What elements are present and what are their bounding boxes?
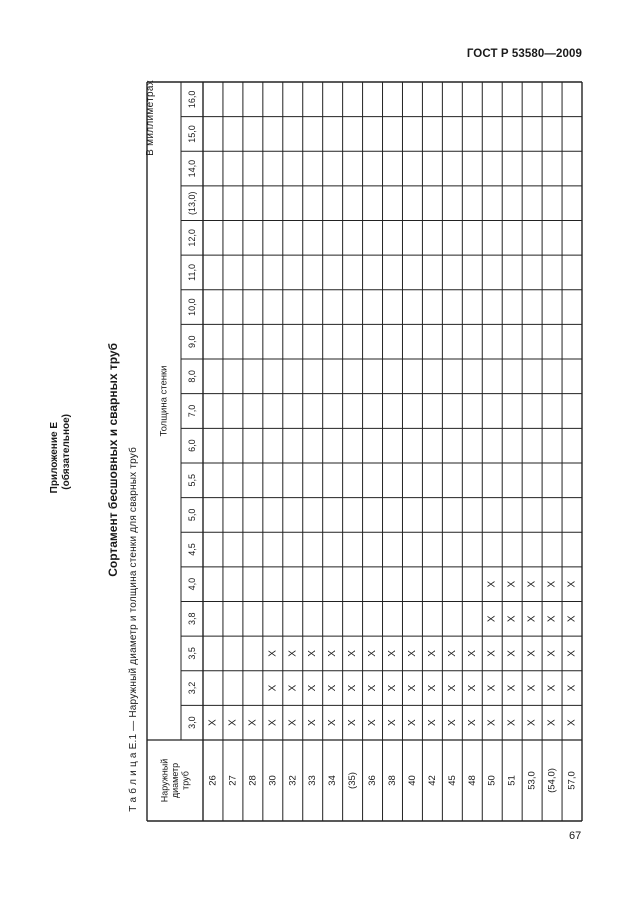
availability-mark: X bbox=[526, 684, 538, 692]
availability-mark: X bbox=[446, 719, 458, 727]
availability-mark: X bbox=[426, 650, 438, 657]
availability-mark: X bbox=[327, 684, 339, 692]
thickness-label: 12,0 bbox=[187, 229, 197, 247]
availability-mark: X bbox=[566, 650, 578, 657]
availability-mark: X bbox=[367, 650, 379, 657]
availability-mark: X bbox=[347, 719, 359, 727]
diameter-label: 57,0 bbox=[566, 771, 578, 790]
availability-mark: X bbox=[406, 719, 418, 727]
availability-mark: X bbox=[566, 580, 578, 588]
availability-mark: X bbox=[526, 580, 538, 588]
availability-mark: X bbox=[506, 719, 518, 727]
thickness-label: 8,0 bbox=[187, 370, 197, 383]
diameter-label: 28 bbox=[247, 775, 259, 786]
availability-mark: X bbox=[287, 684, 299, 692]
availability-mark: X bbox=[466, 650, 478, 657]
thickness-label: 14,0 bbox=[187, 159, 197, 178]
thickness-label: 3,2 bbox=[187, 681, 197, 695]
availability-mark: X bbox=[406, 684, 418, 692]
availability-mark: X bbox=[506, 650, 518, 657]
thickness-label: 4,0 bbox=[187, 577, 197, 591]
diameter-label: 27 bbox=[227, 775, 239, 786]
availability-mark: X bbox=[506, 615, 518, 623]
availability-mark: X bbox=[367, 719, 379, 727]
availability-mark: X bbox=[207, 719, 219, 727]
thickness-label: 6,0 bbox=[187, 439, 197, 452]
availability-mark: X bbox=[466, 684, 478, 692]
table-header bbox=[159, 91, 198, 803]
thickness-label: 9,0 bbox=[187, 335, 197, 348]
availability-mark: X bbox=[287, 719, 299, 727]
thickness-label: 15,0 bbox=[187, 125, 197, 143]
thickness-label: 3,0 bbox=[187, 716, 197, 729]
thickness-label: 4,5 bbox=[187, 543, 197, 556]
availability-mark: X bbox=[426, 719, 438, 727]
diameter-label: 34 bbox=[327, 775, 339, 786]
availability-mark: X bbox=[466, 719, 478, 727]
diameter-label: 30 bbox=[267, 775, 279, 786]
page-number: 67 bbox=[569, 830, 582, 842]
availability-mark: X bbox=[546, 580, 558, 588]
availability-mark: X bbox=[446, 684, 458, 692]
availability-mark: X bbox=[387, 650, 398, 657]
table-grid bbox=[147, 82, 582, 821]
diameter-label: 36 bbox=[367, 775, 379, 786]
thickness-label: (13,0) bbox=[187, 191, 197, 215]
section-title: Сортамент бесшовных и сварных труб bbox=[106, 343, 120, 577]
availability-mark: X bbox=[546, 719, 558, 727]
diameter-label: 32 bbox=[287, 775, 299, 786]
availability-mark: X bbox=[526, 719, 538, 727]
appendix-title: Приложение Е bbox=[49, 422, 60, 494]
availability-mark: X bbox=[486, 684, 498, 692]
availability-mark: X bbox=[387, 719, 398, 727]
availability-mark: X bbox=[566, 684, 578, 692]
diameter-header-line: диаметр bbox=[170, 762, 180, 799]
availability-mark: X bbox=[406, 650, 418, 657]
diameter-label: 53,0 bbox=[526, 771, 538, 790]
thickness-label: 16,0 bbox=[187, 90, 197, 109]
table-units: В миллиметрах bbox=[145, 80, 156, 156]
thickness-label: 3,5 bbox=[187, 647, 197, 660]
diameter-label: 26 bbox=[207, 775, 219, 786]
availability-mark: X bbox=[486, 719, 498, 727]
thickness-label: 3,8 bbox=[187, 612, 197, 626]
availability-mark: X bbox=[307, 684, 319, 692]
table-caption: Т а б л и ц а Е.1 — Наружный диаметр и толщина стенки для сварных труб bbox=[128, 447, 139, 812]
diameter-label: 40 bbox=[406, 775, 418, 786]
availability-mark: X bbox=[506, 684, 518, 692]
thickness-label: 10,0 bbox=[187, 298, 197, 316]
availability-mark: X bbox=[267, 650, 279, 657]
availability-mark: X bbox=[287, 650, 299, 657]
diameter-label: (35) bbox=[347, 772, 359, 789]
thickness-label: 11,0 bbox=[187, 264, 197, 281]
thickness-label: 5,0 bbox=[187, 508, 197, 522]
availability-mark: X bbox=[446, 650, 458, 657]
diameter-label: 48 bbox=[466, 775, 478, 786]
availability-mark: X bbox=[367, 684, 379, 692]
appendix-status: (обязательное) bbox=[61, 414, 72, 490]
diameter-header-line: Наружный bbox=[159, 758, 170, 803]
diameter-label: 50 bbox=[486, 775, 498, 786]
diameter-label: 45 bbox=[446, 775, 458, 786]
diameter-header-line: труб bbox=[180, 771, 191, 790]
availability-mark: X bbox=[307, 650, 319, 657]
availability-mark: X bbox=[347, 684, 359, 692]
availability-mark: X bbox=[566, 615, 578, 623]
availability-mark: X bbox=[426, 684, 438, 692]
availability-mark: X bbox=[387, 684, 398, 692]
availability-mark: X bbox=[546, 650, 558, 657]
availability-mark: X bbox=[227, 719, 239, 727]
availability-mark: X bbox=[506, 580, 518, 588]
availability-mark: X bbox=[526, 650, 538, 657]
availability-mark: X bbox=[526, 615, 538, 623]
availability-mark: X bbox=[267, 719, 279, 727]
availability-mark: X bbox=[566, 719, 578, 727]
thickness-label: 5,5 bbox=[187, 474, 197, 487]
availability-mark: X bbox=[486, 615, 498, 623]
availability-mark: X bbox=[546, 684, 558, 692]
diameter-label: 51 bbox=[506, 775, 518, 786]
availability-mark: X bbox=[347, 650, 359, 657]
thickness-label: 7,0 bbox=[187, 404, 197, 418]
document-id: ГОСТ Р 53580—2009 bbox=[466, 48, 582, 60]
availability-mark: X bbox=[327, 650, 339, 657]
availability-mark: X bbox=[247, 719, 259, 727]
availability-mark: X bbox=[327, 719, 339, 727]
diameter-label: 33 bbox=[307, 775, 319, 786]
availability-mark: X bbox=[486, 650, 498, 657]
thickness-header: Толщина стенки bbox=[158, 365, 170, 437]
availability-mark: X bbox=[267, 684, 279, 692]
availability-mark: X bbox=[486, 580, 498, 588]
availability-mark: X bbox=[307, 719, 319, 727]
diameter-label: (54,0) bbox=[546, 768, 558, 793]
availability-mark: X bbox=[546, 615, 558, 623]
diameter-label: 42 bbox=[426, 775, 438, 786]
diameter-label: 38 bbox=[387, 775, 398, 786]
